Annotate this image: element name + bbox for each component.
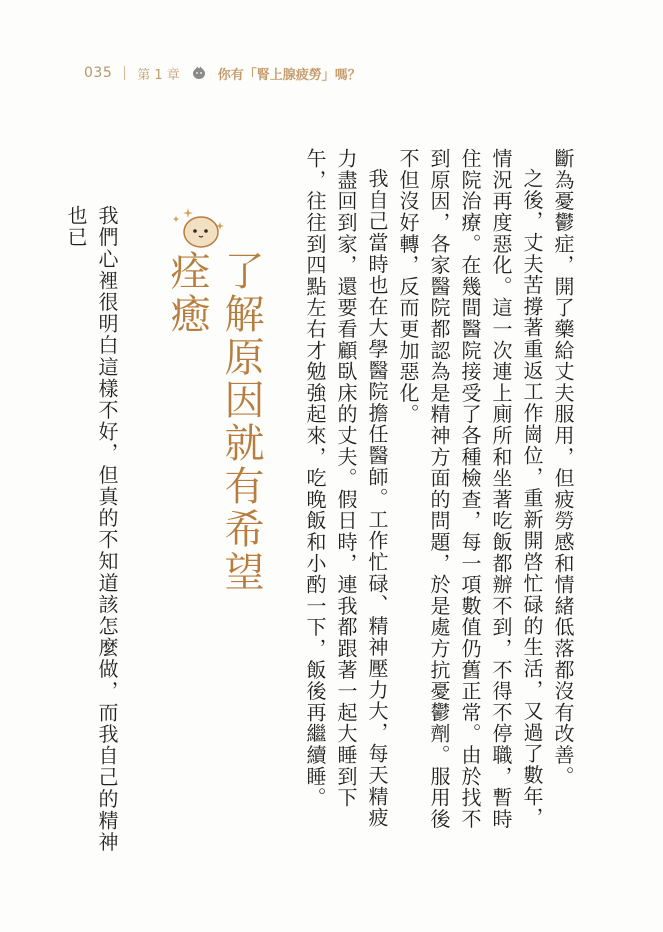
body-text xyxy=(268,148,578,848)
next-paragraph: 我們心裡很明白這樣不好，但真的不知道該怎麼做，而我自己的精神也已 xyxy=(64,205,119,853)
chapter-label: 第 1 章 xyxy=(137,67,180,83)
paragraph: 斷為憂鬱症，開了藥給丈夫服用，但疲勞感和情緒低落都沒有改善。 xyxy=(551,148,575,787)
mascot-head-icon xyxy=(192,66,206,80)
paragraph: 之後，丈夫苦撐著重返工作崗位，重新開啓忙碌的生活，又過了數年，情況再度惡化。這一次連上廁所和坐著吃飯都辦不到，不得不停職，暫時住院治療。在幾間醫院接受了各種檢查，每一項數值仍舊正常。由於找不到原因，各家醫院都認為是精神方面的問題，於是處方抗憂鬱劑。服用後不但沒好轉，反而更加惡化。 xyxy=(396,148,544,830)
page-number: 035 xyxy=(84,65,113,81)
paragraph: 我自己當時也在大學醫院擔任醫師。工作忙碌、精神壓力大，每天精疲力盡回到家，還要看顧臥床的丈夫。假日時，連我都跟著一起大睡到下午，往往到四點左右才勉強起來，吃晚飯和小酌一下，飯後再繼續睡。 xyxy=(303,148,389,829)
page-header xyxy=(84,60,361,86)
chapter-title: 你有「腎上腺疲勞」嗎？ xyxy=(217,67,361,83)
mascot-sparkle-icon xyxy=(168,200,228,252)
section-title: 了解原因就有希望痊癒 xyxy=(164,250,264,594)
header-divider xyxy=(124,66,125,80)
